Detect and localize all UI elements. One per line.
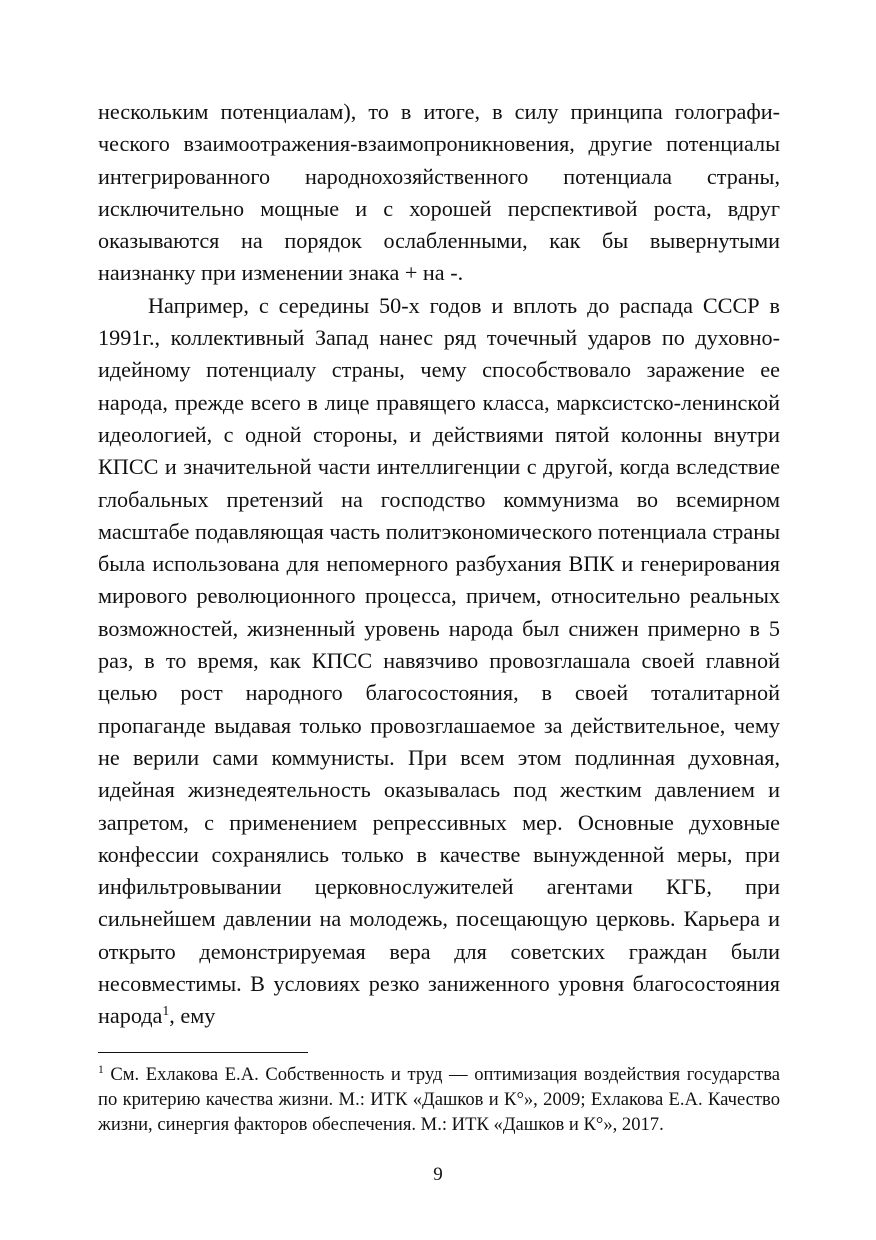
footnote-reference[interactable]: 1 bbox=[162, 1003, 170, 1019]
page-body bbox=[98, 96, 780, 1033]
paragraph-2-tail: , ему bbox=[169, 1003, 216, 1029]
page-number: 9 bbox=[433, 1164, 443, 1185]
footnote-text: См. Ехлакова Е.А. Собственность и труд — оптимизация воздействия государства по критерию качества жизни. М.: ИТК «Дашков и К°», 2009; Ехлакова Е.А. Качество жизни, синергия факторов обеспечения. М.: ИТК «Дашков и К°», 2017. bbox=[98, 1064, 780, 1135]
footnote bbox=[98, 1062, 780, 1137]
paragraph-2 bbox=[98, 290, 780, 1033]
footnote-separator bbox=[98, 1052, 308, 1053]
paragraph-1: нескольким потенциалам), то в итоге, в силу принципа голографического взаимоотражения-взаимопроникновения, другие потенциалы интегрированного народнохозяйственного потенциала страны, исключительно мощные и с хорошей перспективой роста, вдруг оказываются на порядок ослабленными, как бы вывернутыми наизнанку при изменении знака + на -. bbox=[98, 99, 780, 286]
footnote-marker: 1 bbox=[98, 1064, 104, 1077]
body-text bbox=[98, 96, 780, 1033]
paragraph-2-text: Например, с середины 50-х годов и вплоть до распада СССР в 1991г., коллективный Запад нанес ряд точечный ударов по духовно-идейному потенциалу страны, чему способствовало заражение ее народа, прежде всего в лице правящего класса, марксистско-ленинской идеологией, с одной стороны, и действиями пятой колонны внутри КПСС и значительной части интеллигенции с другой, когда вследствие глобальных претензий на господство коммунизма во всемирном масштабе подавляющая часть политэкономического потенциала страны была использована для непомерного разбухания ВПК и генерирования мирового революционного процесса, причем, относительно реальных возможностей, жизненный уровень народа был снижен примерно в 5 раз, в то время, как КПСС навязчиво провозглашала своей главной целью рост народного благосостояния, в своей тоталитарной пропаганде выдавая только провозглашаемое за действительное, чему не верили сами коммунисты. При всем этом подлинная духовная, идейная жизнедеятельность оказывалась под жестким давлением и запретом, с применением репрессивных мер. Основные духовные конфессии сохранялись только в качестве вынужденной меры, при инфильтровывании церковнослужителей агентами КГБ, при сильнейшем давлении на молодежь, посещающую церковь. Карьера и открыто демонстрируемая вера для советских граждан были несовместимы. В условиях резко заниженного уровня благосостояния народа bbox=[98, 292, 780, 1029]
